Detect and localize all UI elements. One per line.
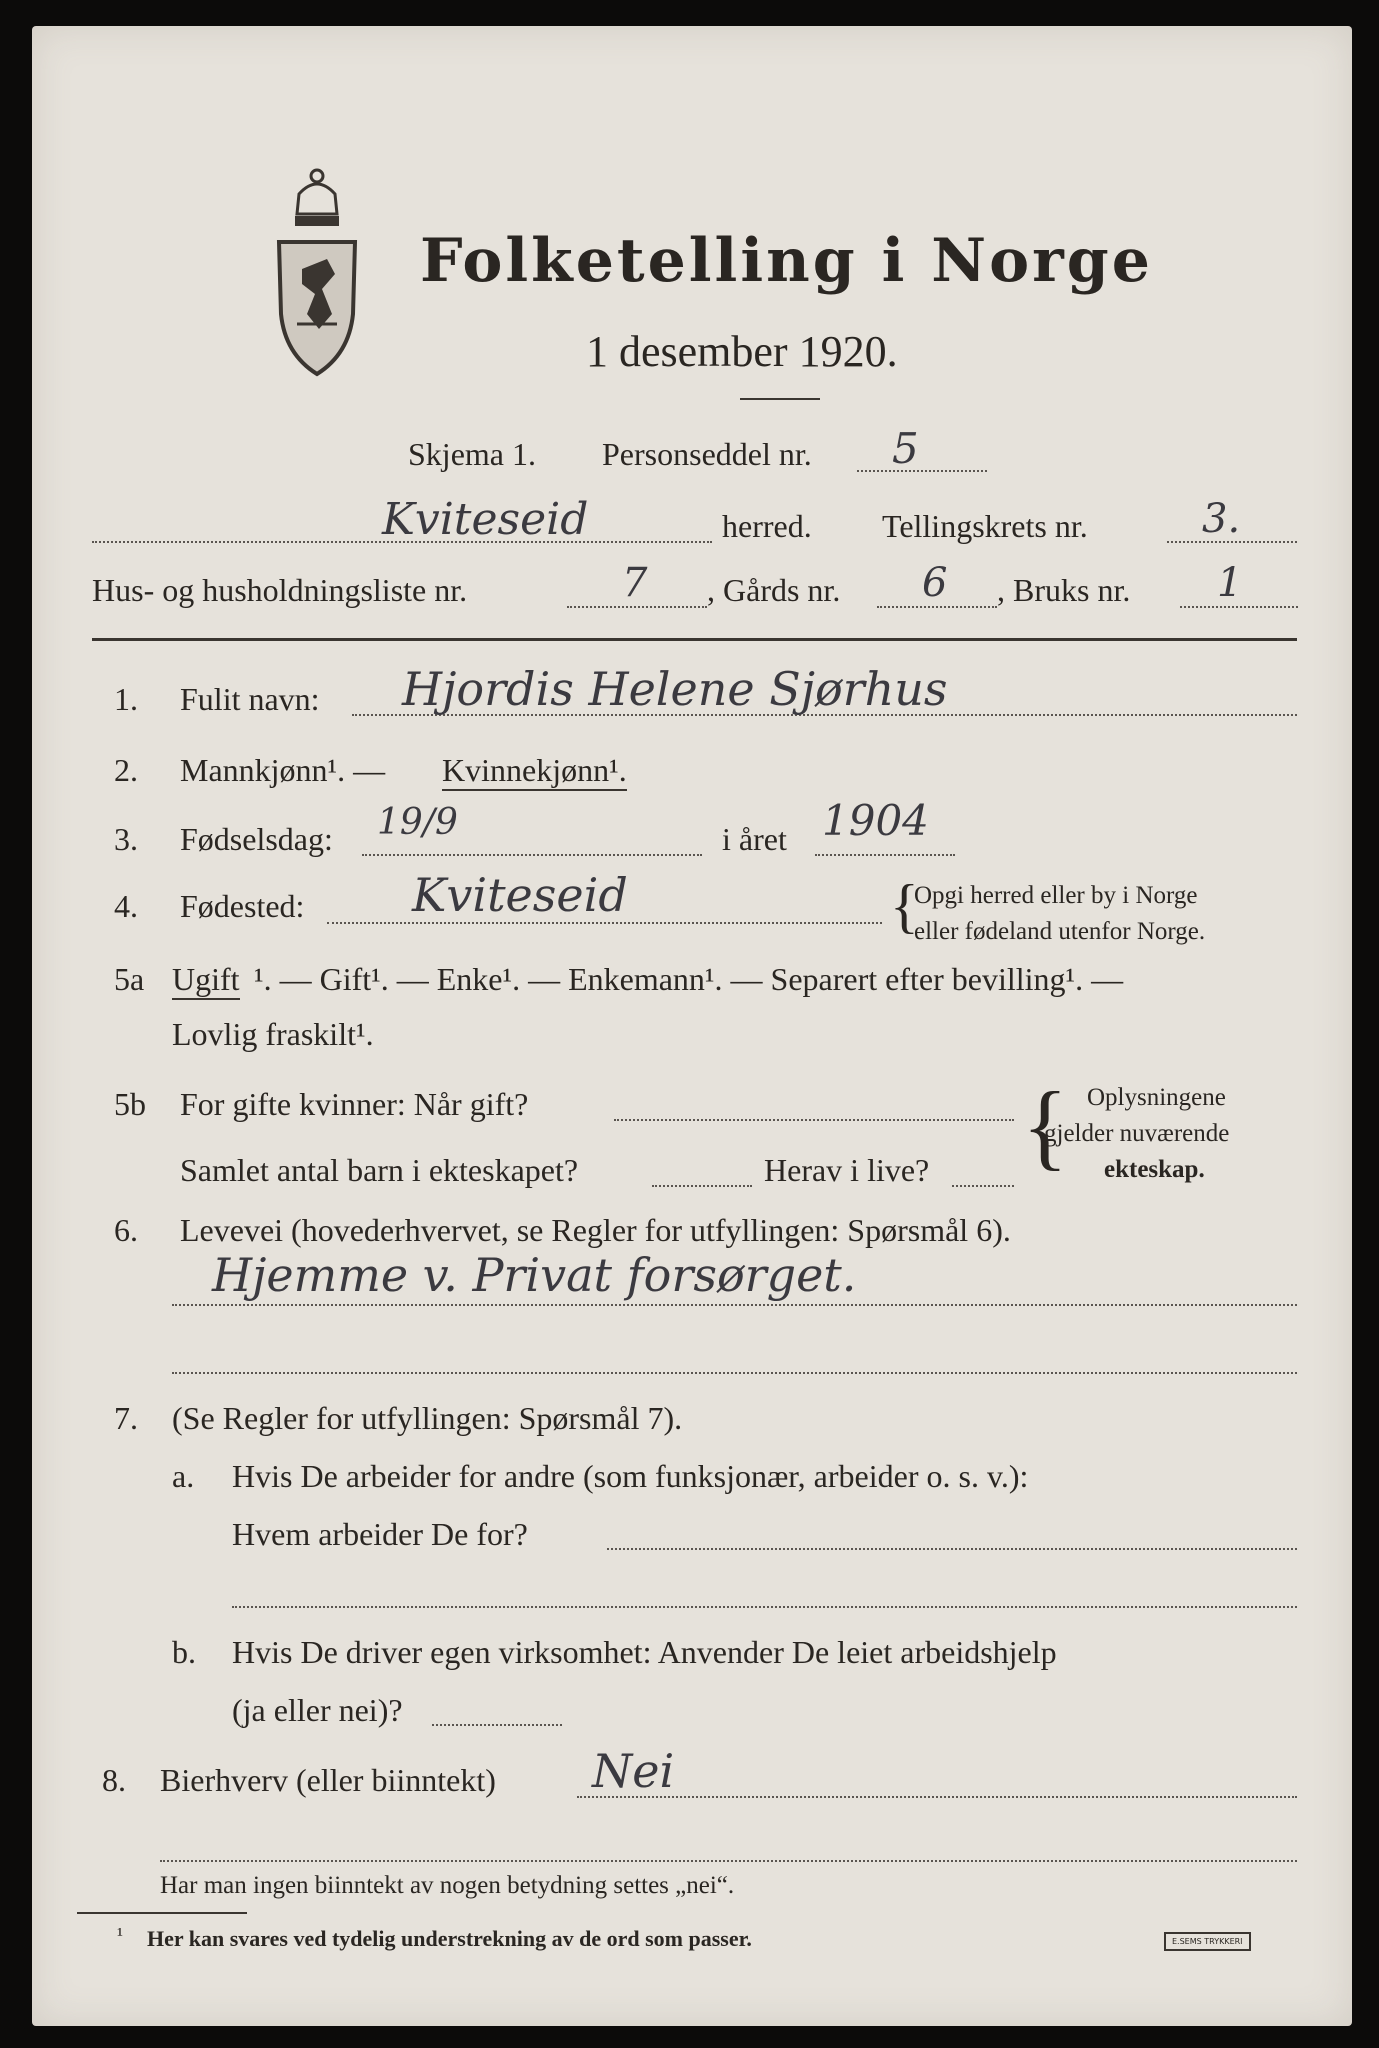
birthplace-value: Kviteseid	[412, 868, 628, 922]
birthplace-field[interactable]	[327, 922, 882, 924]
birthyear-field[interactable]	[815, 854, 955, 856]
q3-label: Fødselsdag:	[180, 821, 333, 857]
q4-label: Fødested:	[180, 888, 305, 924]
footnote-divider	[77, 1912, 247, 1914]
married-date-field[interactable]	[614, 1119, 1014, 1121]
side-income-value: Nei	[592, 1744, 675, 1798]
q2-kvinnekjonn-selected[interactable]: Kvinnekjønn¹.	[442, 752, 627, 791]
q7b-label2: (ja eller nei)?	[232, 1692, 403, 1728]
birthdate-field[interactable]	[362, 854, 702, 856]
herred-value: Kviteseid	[382, 494, 589, 545]
q5b-label1: For gifte kvinner: Når gift?	[180, 1086, 529, 1122]
personseddel-value: 5	[892, 424, 919, 473]
census-form-paper	[32, 26, 1352, 2026]
full-name-value: Hjordis Helene Sjørhus	[402, 662, 948, 716]
gards-label: , Gårds nr.	[707, 572, 841, 608]
employer-field-2[interactable]	[232, 1606, 1297, 1608]
q5b-note-2: gjelder nuværende	[1044, 1120, 1230, 1147]
children-count-field[interactable]	[652, 1185, 752, 1187]
q7-label: (Se Regler for utfyllingen: Spørsmål 7).	[172, 1400, 683, 1436]
q7a-label2: Hvem arbeider De for?	[232, 1516, 528, 1552]
q7-number: 7.	[114, 1400, 138, 1436]
q5b-label2: Samlet antal barn i ekteskapet?	[180, 1152, 579, 1188]
gards-value: 6	[922, 560, 948, 606]
coat-of-arms-icon	[257, 154, 377, 384]
tellingskrets-label: Tellingskrets nr.	[882, 508, 1088, 544]
title-divider	[740, 398, 820, 400]
q5b-number: 5b	[114, 1086, 146, 1122]
side-income-field[interactable]	[577, 1796, 1297, 1798]
skjema-label: Skjema 1.	[408, 436, 536, 472]
q6-number: 6.	[114, 1212, 138, 1248]
birthdate-value: 19/9	[377, 802, 458, 843]
birthyear-label: i året	[722, 821, 787, 857]
form-title: Folketelling i Norge	[420, 226, 1153, 296]
q5a-ugift-selected[interactable]: Ugift	[172, 961, 240, 1000]
footer-note: Har man ingen biinntekt av nogen betydning settes „nei“.	[160, 1872, 735, 1899]
q7a-label: Hvis De arbeider for andre (som funksjonær, arbeider o. s. v.):	[232, 1458, 1029, 1494]
q5b-note-3: ekteskap.	[1104, 1156, 1205, 1183]
q5a-line2: Lovlig fraskilt¹.	[172, 1016, 374, 1052]
husholdningsliste-label: Hus- og husholdningsliste nr.	[92, 572, 468, 608]
personseddel-label: Personseddel nr.	[602, 436, 812, 472]
birthyear-value: 1904	[822, 796, 929, 845]
employer-field-1[interactable]	[607, 1548, 1297, 1550]
personseddel-field[interactable]	[857, 470, 987, 472]
side-income-field-2[interactable]	[160, 1860, 1297, 1862]
q4-note-2: eller fødeland utenfor Norge.	[914, 918, 1206, 945]
q3-number: 3.	[114, 821, 138, 857]
brace-icon-5b: {	[1022, 1072, 1069, 1179]
herred-label: herred.	[722, 508, 812, 544]
q7b-number: b.	[172, 1634, 196, 1670]
bruks-value: 1	[1217, 560, 1243, 606]
brace-icon: {	[890, 873, 919, 939]
footnote-mark: ¹	[117, 1924, 123, 1946]
q8-number: 8.	[102, 1762, 126, 1798]
occupation-value: Hjemme v. Privat forsørget.	[212, 1248, 857, 1302]
husholdningsliste-field[interactable]	[567, 606, 707, 608]
header-separator	[92, 638, 1297, 641]
q4-note-1: Opgi herred eller by i Norge	[914, 882, 1198, 909]
bruks-label: , Bruks nr.	[997, 572, 1131, 608]
husholdningsliste-value: 7	[622, 560, 648, 606]
q6-label: Levevei (hovederhvervet, se Regler for utfyllingen: Spørsmål 6).	[180, 1212, 1011, 1248]
q7a-number: a.	[172, 1458, 195, 1494]
q7b-label: Hvis De driver egen virksomhet: Anvender De leiet arbeidshjelp	[232, 1634, 1057, 1670]
bruks-field[interactable]	[1180, 606, 1298, 608]
occupation-field-1[interactable]	[172, 1304, 1297, 1306]
q8-label: Bierhverv (eller biinntekt)	[160, 1762, 496, 1798]
q5a-options: ¹. — Gift¹. — Enke¹. — Enkemann¹. — Separert efter bevilling¹. —	[254, 961, 1124, 997]
gards-field[interactable]	[877, 606, 997, 608]
footnote-text: Her kan svares ved tydelig understrekning av de ord som passer.	[147, 1926, 752, 1951]
q5a-number: 5a	[114, 961, 145, 997]
form-date: 1 desember 1920.	[586, 327, 898, 376]
printer-stamp: E.SEMS TRYKKERI	[1164, 1932, 1251, 1951]
q2-mannkjonn: Mannkjønn¹. —	[180, 752, 386, 788]
q5b-note-1: Oplysningene	[1087, 1084, 1226, 1111]
hired-help-field[interactable]	[432, 1724, 562, 1726]
q1-number: 1.	[114, 681, 138, 717]
q4-number: 4.	[114, 888, 138, 924]
occupation-field-2[interactable]	[172, 1372, 1297, 1374]
tellingskrets-value: 3.	[1202, 496, 1241, 542]
q1-label: Fulit navn:	[180, 681, 320, 717]
q5b-label3: Herav i live?	[764, 1152, 930, 1188]
children-alive-field[interactable]	[952, 1185, 1014, 1187]
q2-number: 2.	[114, 752, 138, 788]
